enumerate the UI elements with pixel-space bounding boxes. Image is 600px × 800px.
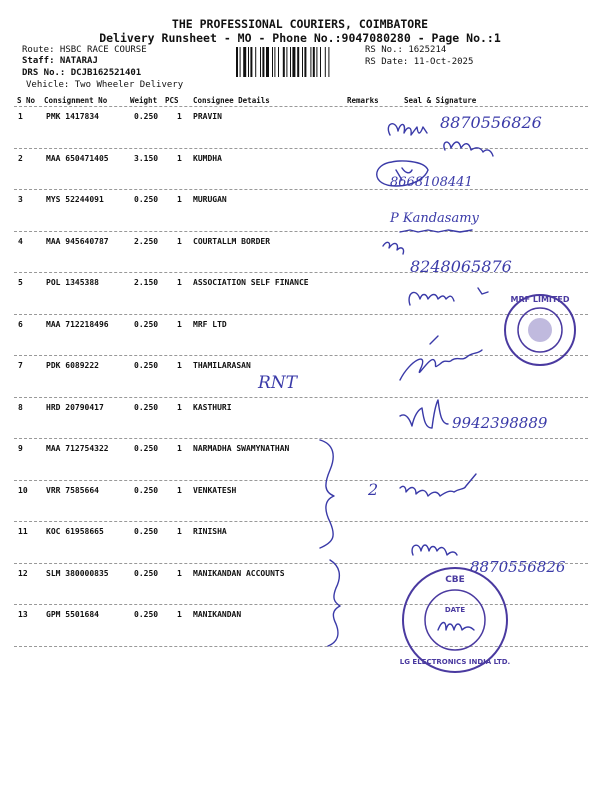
cell-consignee: KUMDHA <box>193 153 222 163</box>
cell-sno: 10 <box>18 485 28 495</box>
cell-weight: 0.250 <box>134 112 159 121</box>
remark-row7: RNT <box>258 373 298 393</box>
rs-date: RS Date: 11-Oct-2025 <box>365 57 474 67</box>
cell-sno: 11 <box>18 527 28 536</box>
cell-consignment: MAA 712754322 <box>46 444 109 453</box>
cell-pcs: 1 <box>177 278 182 287</box>
cell-consignee: MANIKANDAN <box>193 610 242 619</box>
cell-sno: 12 <box>18 568 28 578</box>
cell-consignment: MYS 52244091 <box>46 195 104 204</box>
cell-weight: 0.250 <box>134 527 159 536</box>
phone-row2: 8668108441 <box>390 175 473 190</box>
cell-consignee: NARMADHA SWAMYNATHAN <box>193 444 290 453</box>
phone-row4: 8248065876 <box>410 257 512 276</box>
cell-weight: 0.250 <box>134 361 159 370</box>
mrf-stamp-text: MRF LIMITED <box>510 295 570 304</box>
rs-number: RS No.: 1625214 <box>365 45 447 55</box>
cell-sno: 8 <box>18 402 23 412</box>
cell-consignment: MAA 712218496 <box>46 319 109 329</box>
cell-weight: 2.150 <box>134 278 159 287</box>
row-divider <box>14 272 588 273</box>
phone-row12: 8870556826 <box>470 558 566 576</box>
col-header-pcs: PCS <box>165 96 179 105</box>
signature-row7 <box>400 336 482 380</box>
cell-consignee: KASTHURI <box>193 402 232 412</box>
cell-consignment: KOC 61958665 <box>46 527 104 536</box>
lg-stamp-date: DATE <box>444 606 466 614</box>
cell-consignment: MAA 650471405 <box>46 153 109 163</box>
lg-stamp-cbe: CBE <box>445 575 465 585</box>
cell-pcs: 1 <box>177 568 182 578</box>
row-divider <box>14 189 588 190</box>
phone-row1: 8870556826 <box>440 113 542 132</box>
cell-weight: 2.250 <box>134 236 159 246</box>
signature-row8 <box>400 400 448 428</box>
phone-row8: 9942398889 <box>452 414 548 432</box>
cell-pcs: 1 <box>177 236 182 246</box>
row-divider <box>14 314 588 315</box>
cell-pcs: 1 <box>177 444 182 453</box>
signature-row10 <box>400 474 476 496</box>
cell-sno: 9 <box>18 444 23 453</box>
col-header-signature: Seal & Signature <box>404 96 477 105</box>
company-title: THE PROFESSIONAL COURIERS, COIMBATORE <box>171 17 429 31</box>
cell-weight: 0.250 <box>134 568 159 578</box>
cell-sno: 13 <box>18 610 28 619</box>
row-divider <box>14 231 588 232</box>
cell-pcs: 1 <box>177 112 182 121</box>
cell-consignment: PMK 1417834 <box>46 112 99 121</box>
cell-consignee: THAMILARASAN <box>193 361 251 370</box>
signature-row5 <box>409 288 488 305</box>
cell-sno: 2 <box>18 153 23 163</box>
cell-sno: 7 <box>18 361 23 370</box>
brace-rows-9-11 <box>320 440 334 548</box>
row-divider <box>14 438 588 439</box>
signature-row1b <box>444 142 493 156</box>
cell-consignment: PDK 6089222 <box>46 361 99 370</box>
cell-pcs: 1 <box>177 153 182 163</box>
cell-consignment: MAA 945640787 <box>46 236 109 246</box>
signature-row1 <box>388 124 427 135</box>
cell-sno: 1 <box>18 112 23 121</box>
drs-number: DRS No.: DCJB162521401 <box>22 68 142 78</box>
cell-pcs: 1 <box>177 319 182 329</box>
col-header-consignee: Consignee Details <box>193 96 270 105</box>
cell-pcs: 1 <box>177 195 182 204</box>
cell-consignee: RINISHA <box>193 527 227 536</box>
lg-stamp-text: LG ELECTRONICS INDIA LTD. <box>399 658 511 666</box>
runsheet-subtitle: Delivery Runsheet - MO - Phone No.:9047080280 - Page No.:1 <box>99 31 501 45</box>
cell-consignment: HRD 20790417 <box>46 402 104 412</box>
lg-stamp <box>400 568 510 672</box>
cell-sno: 5 <box>18 278 23 287</box>
staff-label: Staff: NATARAJ <box>22 56 98 66</box>
row-divider <box>14 148 588 149</box>
cell-consignment: VRR 7585664 <box>46 485 99 495</box>
cell-consignee: MURUGAN <box>193 195 227 204</box>
row-divider <box>14 521 588 522</box>
vehicle-label: Vehicle: Two Wheeler Delivery <box>26 80 184 90</box>
cell-pcs: 1 <box>177 527 182 536</box>
cell-weight: 0.250 <box>134 485 159 495</box>
row-divider <box>14 355 588 356</box>
cell-consignee: VENKATESH <box>193 485 237 495</box>
cell-pcs: 1 <box>177 485 182 495</box>
col-header-sno: S No <box>17 96 36 105</box>
col-header-weight: Weight <box>130 96 158 105</box>
cell-weight: 0.250 <box>134 402 159 412</box>
signature-row2 <box>377 161 428 186</box>
cell-pcs: 1 <box>177 610 182 619</box>
route-label: Route: HSBC RACE COURSE <box>22 45 147 55</box>
cell-consignee: MRF LTD <box>193 319 227 329</box>
cell-sno: 4 <box>18 236 23 246</box>
col-header-remarks: Remarks <box>347 96 379 105</box>
cell-weight: 0.250 <box>134 444 159 453</box>
cell-consignment: GPM 5501684 <box>46 610 99 619</box>
cell-weight: 0.250 <box>134 610 159 619</box>
cell-sno: 3 <box>18 195 23 204</box>
cell-consignment: SLM 380000835 <box>46 568 109 578</box>
row-divider <box>14 397 588 398</box>
cell-weight: 3.150 <box>134 153 159 163</box>
brace-rows-12-13 <box>328 560 340 646</box>
row-divider <box>14 480 588 481</box>
row-divider <box>14 646 588 647</box>
row-divider <box>14 604 588 605</box>
signature-row12 <box>412 545 457 555</box>
signature-row4 <box>383 242 404 254</box>
cell-weight: 0.250 <box>134 319 159 329</box>
name-row3: P Kandasamy <box>390 211 479 226</box>
cell-pcs: 1 <box>177 361 182 370</box>
cell-consignee: MANIKANDAN ACCOUNTS <box>193 568 285 578</box>
note-rows-9-10: 2 <box>368 480 379 499</box>
barcode <box>236 47 362 77</box>
cell-weight: 0.250 <box>134 195 159 204</box>
cell-consignee: ASSOCIATION SELF FINANCE <box>193 278 309 287</box>
cell-consignment: POL 1345388 <box>46 278 99 287</box>
row-divider <box>14 563 588 564</box>
header-divider <box>14 106 588 107</box>
cell-consignee: PRAVIN <box>193 112 222 121</box>
cell-sno: 6 <box>18 319 23 329</box>
cell-pcs: 1 <box>177 402 182 412</box>
cell-consignee: COURTALLM BORDER <box>193 236 271 246</box>
col-header-consignment: Consignment No <box>44 96 108 105</box>
